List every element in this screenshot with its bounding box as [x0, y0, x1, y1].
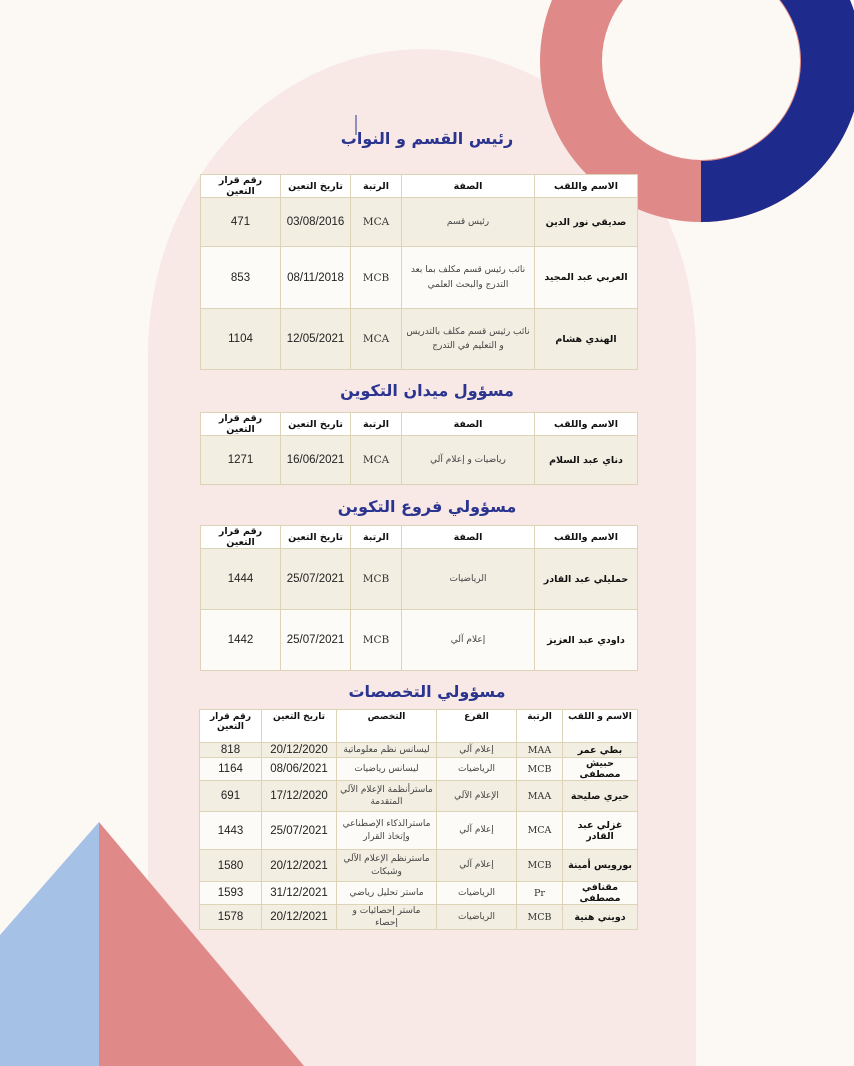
rank-cell: MCA — [351, 309, 402, 370]
table-row — [200, 882, 638, 905]
col-header-decision: رقم قرار التعين — [201, 413, 281, 436]
table-row — [201, 436, 638, 485]
specialty-cell: ماسترنظم الإعلام الآلي وشبكات — [337, 850, 437, 882]
branch-cell: إعلام آلي — [437, 850, 517, 882]
table-row — [200, 743, 638, 758]
col-header-name: الاسم واللقب — [535, 526, 638, 549]
col-header-name: الاسم واللقب — [535, 175, 638, 198]
role-cell: الرياضيات — [402, 549, 535, 610]
table-row — [201, 198, 638, 247]
table-row — [201, 247, 638, 309]
decision-cell: 1442 — [201, 610, 281, 671]
col-header-role: الصفة — [402, 526, 535, 549]
section-title-specialties: مسؤولي التخصصات — [348, 682, 506, 701]
col-header-date: تاريخ التعين — [281, 526, 351, 549]
name-cell: بطي عمر — [563, 743, 638, 758]
date-cell: 03/08/2016 — [281, 198, 351, 247]
specialty-cell: ماستر تحليل رياضي — [337, 882, 437, 905]
col-header-decision: رقم قرار التعين — [201, 526, 281, 549]
role-cell: نائب رئيس قسم مكلف بالتدريس و التعليم في التدرج — [402, 309, 535, 370]
table-row — [200, 781, 638, 812]
table-row — [200, 812, 638, 850]
date-cell: 12/05/2021 — [281, 309, 351, 370]
date-cell: 25/07/2021 — [262, 812, 337, 850]
table-header-row — [201, 175, 638, 198]
specialty-cell: ماستر إحصائيات و إحصاء — [337, 905, 437, 930]
rank-cell: MCB — [351, 610, 402, 671]
specialty-cell: ليسانس رياضيات — [337, 758, 437, 781]
name-cell: بورويس أمينة — [563, 850, 638, 882]
date-cell: 08/11/2018 — [281, 247, 351, 309]
table-header-row — [200, 710, 638, 743]
decision-cell: 818 — [200, 743, 262, 758]
branch-cell: الرياضيات — [437, 758, 517, 781]
col-header-rank: الرتبة — [351, 175, 402, 198]
decision-cell: 1164 — [200, 758, 262, 781]
name-cell: صديقي نور الدين — [535, 198, 638, 247]
table-row — [201, 610, 638, 671]
branch-cell: الإعلام الآلي — [437, 781, 517, 812]
col-header-role: الصفة — [402, 175, 535, 198]
decision-cell: 1443 — [200, 812, 262, 850]
field-table — [200, 412, 638, 485]
decision-cell: 1578 — [200, 905, 262, 930]
decision-cell: 691 — [200, 781, 262, 812]
section-title-field: مسؤول ميدان التكوين — [340, 381, 514, 400]
specialty-cell: ليسانس نظم معلوماتية — [337, 743, 437, 758]
ring-navy — [701, 0, 854, 222]
col-header-date: تاريخ التعين — [281, 175, 351, 198]
table-row — [201, 309, 638, 370]
rank-cell: MCB — [517, 850, 563, 882]
rank-cell: MAA — [517, 743, 563, 758]
date-cell: 31/12/2021 — [262, 882, 337, 905]
branches-table — [200, 525, 638, 671]
col-header-decision: رقم قرار التعين — [200, 710, 262, 743]
col-header-specialty: التخصص — [337, 710, 437, 743]
branch-cell: الرياضيات — [437, 882, 517, 905]
col-header-date: تاريخ التعين — [281, 413, 351, 436]
name-cell: مقنافي مصطفى — [563, 882, 638, 905]
table-row — [200, 850, 638, 882]
col-header-role: الصفة — [402, 413, 535, 436]
col-header-rank: الرتبة — [351, 526, 402, 549]
col-header-decision: رقم قرار التعين — [201, 175, 281, 198]
date-cell: 08/06/2021 — [262, 758, 337, 781]
decision-cell: 1444 — [201, 549, 281, 610]
heads-table — [200, 174, 638, 370]
date-cell: 20/12/2021 — [262, 905, 337, 930]
specialties-table — [199, 709, 638, 930]
rank-cell: MCB — [517, 758, 563, 781]
section-title-heads: رئيس القسم و النواب — [340, 129, 514, 148]
specialty-cell: ماسترأنظمة الإعلام الآلي المتقدمة — [337, 781, 437, 812]
rank-cell: MAA — [517, 781, 563, 812]
name-cell: حيري صليحة — [563, 781, 638, 812]
col-header-name: الاسم و اللقب — [563, 710, 638, 743]
rank-cell: MCA — [351, 436, 402, 485]
col-header-name: الاسم واللقب — [535, 413, 638, 436]
rank-cell: MCB — [351, 247, 402, 309]
date-cell: 20/12/2020 — [262, 743, 337, 758]
branch-cell: إعلام آلي — [437, 743, 517, 758]
role-cell: رياضيات و إعلام آلي — [402, 436, 535, 485]
decision-cell: 1580 — [200, 850, 262, 882]
role-cell: إعلام آلي — [402, 610, 535, 671]
rank-cell: MCB — [351, 549, 402, 610]
date-cell: 25/07/2021 — [281, 610, 351, 671]
name-cell: الهندي هشام — [535, 309, 638, 370]
rank-cell: MCA — [517, 812, 563, 850]
col-header-rank: الرتبة — [351, 413, 402, 436]
branch-cell: الرياضيات — [437, 905, 517, 930]
date-cell: 25/07/2021 — [281, 549, 351, 610]
date-cell: 17/12/2020 — [262, 781, 337, 812]
name-cell: دويني هنية — [563, 905, 638, 930]
decision-cell: 1271 — [201, 436, 281, 485]
table-header-row — [201, 526, 638, 549]
table-row — [201, 549, 638, 610]
name-cell: داودي عبد العزيز — [535, 610, 638, 671]
date-cell: 20/12/2021 — [262, 850, 337, 882]
name-cell: العربي عبد المجيد — [535, 247, 638, 309]
col-header-branch: الفرع — [437, 710, 517, 743]
rank-cell: MCB — [517, 905, 563, 930]
decision-cell: 1104 — [201, 309, 281, 370]
name-cell: دناي عبد السلام — [535, 436, 638, 485]
table-header-row — [201, 413, 638, 436]
branch-cell: إعلام آلي — [437, 812, 517, 850]
name-cell: حمليلي عبد القادر — [535, 549, 638, 610]
role-cell: رئيس قسم — [402, 198, 535, 247]
decision-cell: 1593 — [200, 882, 262, 905]
date-cell: 16/06/2021 — [281, 436, 351, 485]
role-cell: نائب رئيس قسم مكلف بما بعد التدرج والبحث العلمي — [402, 247, 535, 309]
rank-cell: Pr — [517, 882, 563, 905]
specialty-cell: ماسترالذكاء الإصطناعي وإتخاذ القرار — [337, 812, 437, 850]
name-cell: حبيش مصطفى — [563, 758, 638, 781]
table-row — [200, 758, 638, 781]
triangle-blue — [0, 822, 99, 1066]
rank-cell: MCA — [351, 198, 402, 247]
col-header-date: تاريخ التعين — [262, 710, 337, 743]
table-row — [200, 905, 638, 930]
section-title-branches: مسؤولي فروع التكوين — [337, 497, 517, 516]
decision-cell: 853 — [201, 247, 281, 309]
col-header-rank: الرتبة — [517, 710, 563, 743]
decision-cell: 471 — [201, 198, 281, 247]
name-cell: غزلي عبد القادر — [563, 812, 638, 850]
